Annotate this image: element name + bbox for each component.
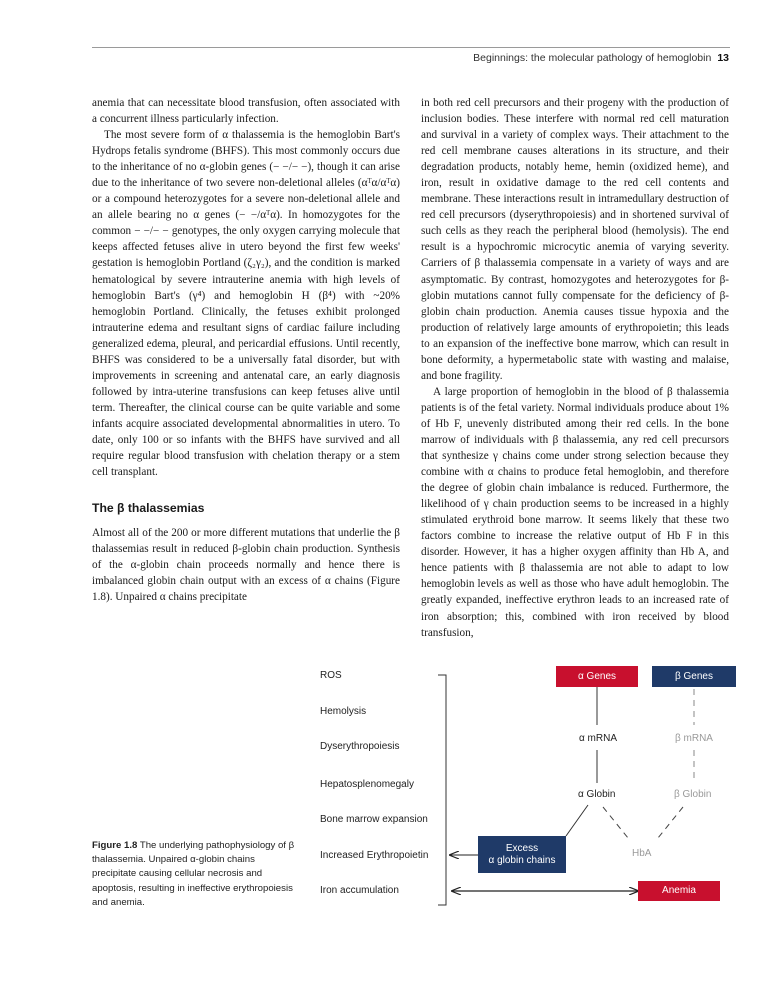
alpha-genes-box: α Genes: [556, 666, 638, 687]
paragraph: The most severe form of α thalassemia is the hemoglobin Bart's Hydrops fetalis syndrome (BHFS). This most commonly occurs due to the inheritance of no α-globin genes (− −/− −), though it can arise due to the inheritance of two severe non-deletional alleles (αᵀα/αᵀα) or a compound heterozygotes for a severe non-deletional allele and an allele bearing no α genes (− −/αᵀα). In homozygotes for the common − −/− − genotypes, the only oxygen carrying molecule that keeps affected fetuses alive in utero beyond the first few weeks' gestation is hemoglobin Portland (ζ₂γ₂), and the condition is marked hematological by severe intrauterine anemia with high levels of hemoglobin Bart's (γ⁴) and hemoglobin H (β⁴) with ~20% hemoglobin Portland. Clinically, the fetuses exhibit prolonged intrauterine edema and resultant signs of cardiac failure including generalized edema, pleural, and pericardial effusions. Until recently, BHFS was considered to be a universally fatal disorder, but with improvements in screening and antenatal care, an early diagnosis followed by intra-uterine transfusions can keep fetuses alive until term. Thereafter, the clinical course can be quite variable and some infants acquire associated developmental abnormalities in utero. To date, only 100 or so infants with the BHFS have survived and all require regular blood transfusion with chelation therapy or a stem cell transplant.: [92, 129, 400, 479]
excess-line2: α globin chains: [488, 854, 556, 866]
alpha-mrna-label: α mRNA: [579, 733, 618, 744]
effects-bracket: [438, 675, 446, 905]
paragraph: Almost all of the 200 or more different mutations that underlie the β thalassemias result in reduced β-globin chain production. Synthesis of the α-globin chain proceeds normally and hence there is imbalanced globin chain output with an excess of α chains (Figure 1.8). Unpaired α chains precipitate: [92, 527, 400, 604]
left-column: [92, 95, 400, 605]
effect-label: Bone marrow expansion: [320, 814, 428, 825]
effect-label: Dyserythropoiesis: [320, 741, 400, 752]
effect-label: Increased Erythropoietin: [320, 850, 429, 861]
paragraph: A large proportion of hemoglobin in the blood of β thalassemia patients is of the fetal variety. Normal individuals produce about 1% of Hb F, unevenly distributed among their red cells. In the bone marrow of individuals with β thalassemia, any red cell precursors that synthesize γ chains come under strong selection because they combine with α chains to produce fetal hemoglobin, and therefore the degree of globin chain imbalance is reduced. Furthermore, the likelihood of γ chain production seems to be increased in a highly stimulated erythroid bone marrow. It seems likely that these two factors combine to increase the relative output of Hb F in this disorder. However, it has a higher oxygen affinity than Hb A, and hence patients with β thalassemia are not able to adapt to low hemoglobin levels as well as those who have adult hemoglobin. The greatly expanded, ineffective erythron leads to an increased rate of iron absorption; this, combined with iron received by blood transfusion,: [421, 385, 729, 639]
figure-caption-text: The underlying pathophysiology of β thalassemia. Unpaired α-globin chains precipitate causing cellular necrosis and apoptosis, resulting in ineffective erythropoiesis and anemia.: [92, 840, 295, 908]
paragraph: anemia that can necessitate blood transfusion, often associated with a concurrent illness particularly infection.: [92, 97, 400, 126]
alpha-globin-to-excess: [566, 805, 588, 836]
paragraph: in both red cell precursors and their progeny with the production of inclusion bodies. These interfere with normal red cell maturation and survival in a variety of complex ways. Their attachment to the red cell membrane causes alterations in its structure, and their degradation products, notably heme, hemin (oxidized heme), and iron, result in oxidative damage to the red cell contents and membrane. These interactions result in intramedullary destruction of red cell precursors (dyserythropoiesis) and in shortened survival of such cells as they reach the peripheral blood (hemolysis). The end result is a hypochromic microcytic anemia of varying severity. Carriers of β thalassemia compensate in a variety of ways and are asymptomatic. By contrast, homozygotes and heterozygotes for β-globin mutations cannot fully compensate for the deficiency of β-globin chain production. Anemia causes tissue hypoxia and the production of relatively large amounts of erythropoietin; this leads to an expansion of the ineffective bone marrow, which can result in bone deformity, a hypermetabolic state with wasting and malaise, and bone fragility.: [421, 97, 729, 382]
right-column: [421, 95, 729, 641]
hba-label: HbA: [632, 848, 652, 859]
effect-label: Iron accumulation: [320, 885, 399, 896]
alpha-globin-label: α Globin: [578, 789, 616, 800]
beta-globin-label: β Globin: [674, 789, 712, 800]
beta-globin-to-hba: [658, 807, 683, 838]
section-heading: The β thalassemias: [92, 501, 205, 516]
alpha-globin-to-hba: [603, 807, 628, 838]
excess-alpha-chains-box: [478, 836, 566, 873]
anemia-box: Anemia: [638, 881, 720, 901]
effect-label: ROS: [320, 670, 342, 681]
beta-genes-box: β Genes: [652, 666, 736, 687]
header-rule: [92, 47, 730, 48]
effect-label: Hemolysis: [320, 706, 367, 717]
beta-mrna-label: β mRNA: [675, 733, 713, 744]
running-head: [473, 52, 729, 64]
excess-line1: Excess: [505, 842, 539, 854]
effect-label: Hepatosplenomegaly: [320, 779, 414, 790]
figure-caption: [92, 839, 297, 910]
figure-label: Figure 1.8: [92, 840, 138, 851]
page-number: 13: [717, 52, 729, 64]
figure-diagram: [300, 655, 740, 915]
running-head-title: Beginnings: the molecular pathology of hemoglobin: [473, 52, 712, 64]
